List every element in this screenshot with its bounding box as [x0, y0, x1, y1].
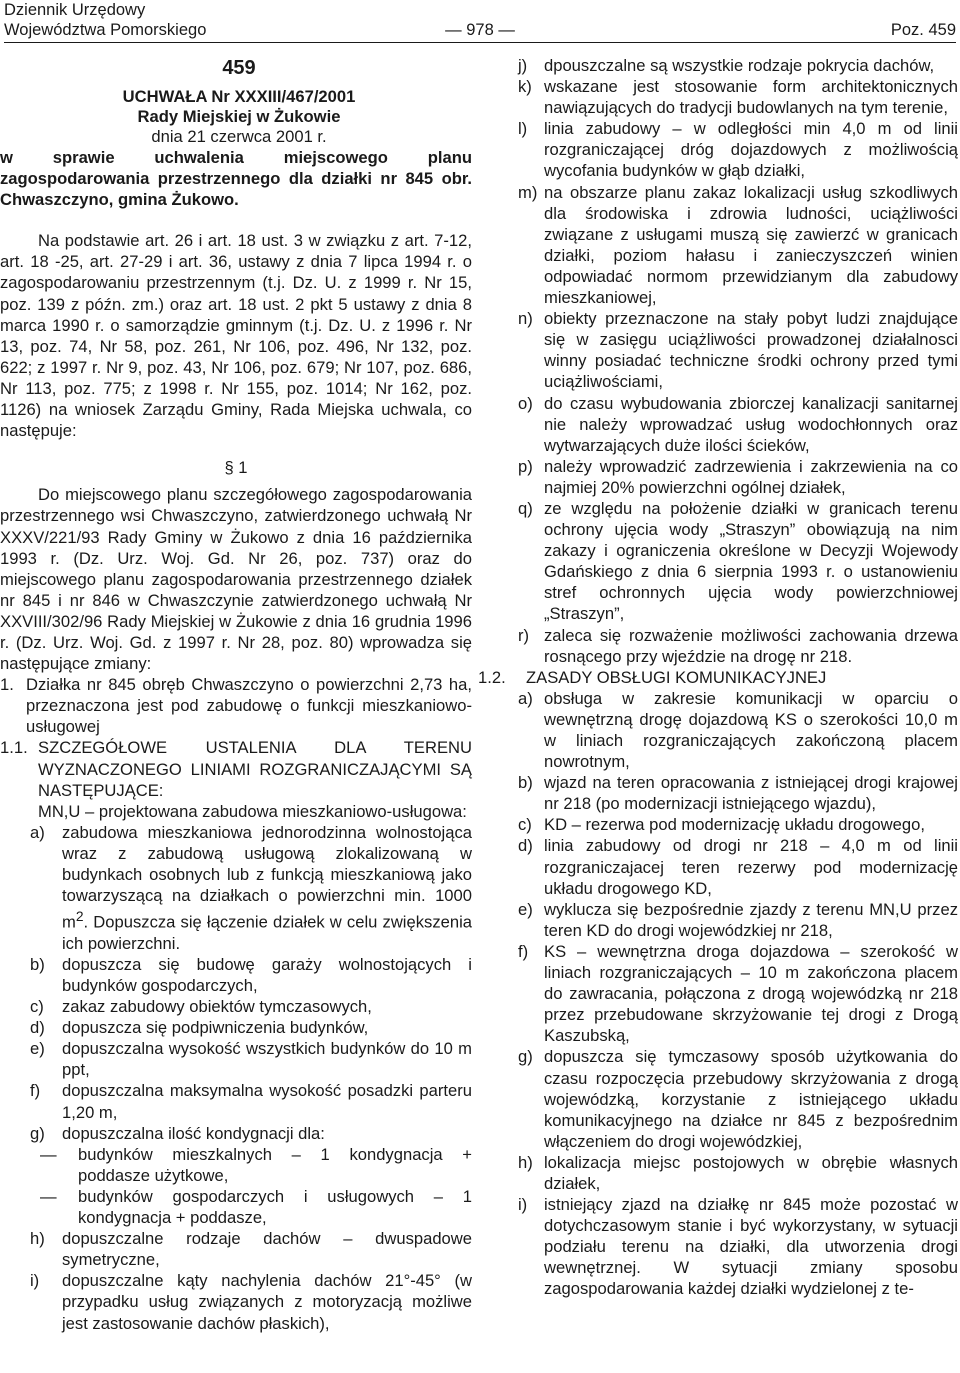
item-text: dpouszczalne są wszystkie rodzaje pokrycia dachów, [544, 56, 935, 75]
list-item [496, 55, 958, 76]
point-1 [0, 674, 472, 737]
dash-label: — [40, 1144, 57, 1164]
item-text: wyklucza się bezpośrednie zjazdy z terenu MN,U przez teren KD do drogi wojewódzkiej nr 218, [544, 899, 958, 940]
list-item [496, 118, 958, 181]
list-item [496, 182, 958, 309]
item-text: ze względu na położenie działki w granicach terenu ochrony ujęcia wody „Straszyn” obowiązują na nim zakazy i ograniczenia określone w Decyzji Wojewody Gdańskiego z dnia 6 sierpnia 1993 r. o ustanowieniu stref ochronnych ujęcia wody powierzchniowej „Straszyn”, [544, 498, 958, 624]
item-text: dopuszcza się budowę garaży wolnostojących i budynków gospodarczych, [62, 954, 472, 995]
item-text: dopuszcza się podpiwniczenia budynków, [62, 1018, 369, 1038]
paragraph-1-text: Do miejscowego planu szczegółowego zagospodarowania przestrzennego wsi Chwaszczyno, zatwierdzonego uchwałą Nr XXXV/221/93 Rady Gminy w Żukowo z dnia 16 października 1993 r. (Dz. Urz. Woj. Gd. Nr 26, poz. 737) oraz do miejscowego planu zagospodarowania przestrzennego działek nr 845 i nr 846 w Chwaszczynie zatwierdzonego uchwałą Nr XXVIII/302/96 Rady Miejskiej w Żukowie z dnia 16 grudnia 1996 r. (Dz. Urz. Woj. Gd. z 1997 r. Nr 28, poz. 80) wprowadza się następujące zmiany: [0, 485, 472, 674]
list-item [496, 498, 958, 625]
item-label: c) [518, 815, 532, 835]
list-item [496, 456, 958, 498]
publication-region: Województwa Pomorskiego [4, 21, 207, 39]
resolution-council: Rady Miejskiej w Żukowie [137, 107, 341, 126]
point-text: Działka nr 845 obręb Chwaszczyno o powierzchni 2,73 ha, przeznaczona jest pod zabudowę o funkcji mieszkaniowo-usługowej [26, 675, 472, 737]
list-item [496, 899, 958, 941]
preamble: Na podstawie art. 26 i art. 18 ust. 3 w związku z art. 7-12, art. 18 -25, art. 27-29 i art. 36, ustawy z dnia 7 lipca 1994 r. o zagospodarowaniu przestrzennym (t.j. Dz. U. z 1999 r. Nr 15, poz. 139 z późn. zm.) oraz art. 18 ust. 2 pkt 5 ustawy z dnia 8 marca 1990 r. o samorządzie gminnym (t.j. Dz. U. z 1996 r. Nr 13, poz. 74, Nr 58, poz. 261, Nr 106, poz. 496, Nr 132, poz. 622; z 1997 r. Nr 9, poz. 43, Nr 106, poz. 679; Nr 107, poz. 686, Nr 113, poz. 775; z 1998 r. Nr 155, poz. 1014; Nr 162, poz. 1126) na wniosek Zarządu Gminy, Rada Miejska uchwala, co następuje: [0, 231, 472, 441]
item-text: zabudowa mieszkaniowa jednorodzinna wolnostojąca wraz z zabudową usługową zlokalizowaną w budynkach osobnych lub z funkcją mieszkaniową jako towarzyszącą na działkach o powierzchni min. 1000 m [62, 822, 472, 932]
list-item [496, 688, 958, 772]
list-item [496, 308, 958, 392]
list-item [496, 835, 958, 898]
item-text: dopuszczalna ilość kondygnacji dla: [62, 1123, 325, 1143]
item-text: dopuszcza się tymczasowy sposób użytkowania do czasu rozpoczęcia przebudowy skrzyżowania z drogą wojewódzką, korzystanie z istniejącego układu komunikacyjnego na działce nr 845 z bezpośrednim włączeniem do drogi wojewódzkiej, [544, 1047, 958, 1151]
dash-item [0, 1144, 472, 1186]
item-label: d) [518, 836, 533, 856]
item-label: g) [30, 1123, 45, 1143]
item-label: h) [518, 1152, 533, 1172]
item-text: KD – rezerwa pod modernizację układu drogowego, [544, 815, 925, 835]
section-heading: ZASADY OBSŁUGI KOMUNIKACYJNEJ [526, 667, 827, 687]
item-label: c) [30, 997, 44, 1017]
item-text: do czasu wybudowania zbiorczej kanalizacji sanitarnej nie należy wprowadzać usług wodochłonnych oraz wytwarzających duże ilości ścieków, [544, 393, 958, 455]
resolution-subject: w sprawie uchwalenia miejscowego planu zagospodarowania przestrzennego dla działki nr 845 obr. Chwaszczyno, gmina Żukowo. [0, 148, 472, 210]
item-text: dopuszczalne kąty nachylenia dachów 21°-45° (w przypadku usług związanych z motoryzacją możliwe jest zastosowanie dachów płaskich), [62, 1271, 472, 1333]
mnu-definition: MN,U – projektowana zabudowa mieszkaniowo-usługowa: [38, 801, 467, 821]
item-label: q) [518, 498, 533, 518]
item-label: i) [30, 1271, 40, 1291]
item-label: d) [30, 1018, 45, 1038]
item-label: a) [30, 822, 45, 842]
item-label: b) [30, 954, 45, 974]
list-item [0, 1270, 472, 1333]
item-text: lokalizacja miejsc postojowych w obrębie własnych działek, [544, 1152, 958, 1193]
item-text: istniejący zjazd na działkę nr 845 może pozostać w dotychczasowym stanie i być wykorzystany, w sytuacji podziału terenu na działki, dla utworzenia drogi wewnętrznej. W sytuacji zmiany sposobu zagospodarowania każdej działki wydzielonej z te- [544, 1195, 958, 1299]
list-item [0, 1228, 472, 1270]
section-label: 1.1. [0, 738, 28, 758]
item-text: dopuszczalne rodzaje dachów – dwuspadowe symetryczne, [62, 1229, 472, 1270]
item-label: m) [518, 182, 538, 202]
right-column [478, 55, 958, 1300]
resolution-number: 459 [222, 57, 256, 79]
item-text: zakaz zabudowy obiektów tymczasowych, [62, 997, 372, 1017]
list-item [496, 941, 958, 1046]
item-label: k) [518, 77, 532, 97]
list-item [496, 1046, 958, 1151]
header-rule [4, 42, 956, 43]
item-label: f) [30, 1081, 41, 1101]
list-item [0, 1038, 472, 1080]
section-label: 1.2. [478, 667, 506, 687]
dash-text: budynków mieszkalnych – 1 kondygnacja + poddasze użytkowe, [78, 1144, 472, 1185]
item-text: wskazane jest stosowanie form architektonicznych nawiązujących do tradycji budowlanych na tym terenie, [544, 77, 958, 118]
list-item [496, 1152, 958, 1194]
item-label: r) [518, 625, 530, 645]
item-label: j) [518, 56, 528, 75]
position-number: Poz. 459 [890, 21, 956, 39]
item-text: na obszarze planu zakaz lokalizacji usług szkodliwych dla środowiska i zdrowia ludności, uciążliwości związane z usługami muszą się zawierzć w granicach działki, poziom hałasu i zanieczyszczeń winien odpowiadać normom przewidzianym dla zabudowy mieszkaniowej, [544, 182, 958, 308]
item-text: linia zabudowy – w odległości min 4,0 m od linii rozgraniczającej dróg dojazdowych z możliwością wycofania budynków w głąb działki, [544, 119, 958, 181]
item-text: obiekty przeznaczone na stały pobyt ludzi znajdujące się w zasięgu uciążliwości prowadzonej działalnosci winny posiadać techniczne środki ochrony przed tymi uciążliwościami, [544, 309, 958, 392]
section-heading: SZCZEGÓŁOWE USTALENIA DLA TERENU WYZNACZONEGO LINIAMI ROZGRANICZAJĄCYMI SĄ NASTĘPUJĄCE: [38, 738, 472, 800]
item-text: obsługa w zakresie komunikacji w oparciu o wewnętrzną drogę dojazdową KS o szerokości 10,0 m w liniach rozgraniczających zakończoną placem nowrotnym, [544, 688, 958, 772]
list-item [496, 772, 958, 814]
page-header [4, 0, 956, 44]
item-text: dopuszczalna wysokość wszystkich budynków do 10 m ppt, [62, 1039, 472, 1080]
section-1-1 [0, 737, 472, 800]
item-label: a) [518, 688, 533, 708]
list-item [0, 1080, 472, 1122]
item-text: zaleca się rozważenie możliwości zachowania drzewa rosnącego przy wjeździe na drogę nr 218. [544, 625, 958, 666]
item-label: l) [518, 119, 528, 139]
item-text: linia zabudowy od drogi nr 218 – 4,0 m od linii rozgraniczajacej teren rezerwy pod modernizację układu drogowego KD, [544, 836, 958, 898]
item-text-cont: . Dopuszcza się łączenie działek w celu zwiększenia ich powierzchni. [62, 912, 472, 953]
item-label: p) [518, 456, 533, 476]
item-label: h) [30, 1229, 45, 1249]
list-item [496, 625, 958, 667]
paragraph-sign: § 1 [224, 458, 248, 478]
list-item [496, 393, 958, 456]
resolution-date: dnia 21 czerwca 2001 r. [151, 127, 327, 146]
publication-name: Dziennik Urzędowy [4, 1, 146, 19]
item-label: n) [518, 309, 533, 329]
resolution-title-block [0, 55, 472, 147]
list-item [0, 996, 472, 1017]
item-label: f) [518, 941, 529, 961]
superscript: 2 [75, 908, 84, 925]
resolution-title: UCHWAŁA Nr XXXIII/467/2001 [122, 87, 356, 106]
list-item [496, 1194, 958, 1299]
item-label: e) [518, 899, 533, 919]
list-item [0, 822, 472, 954]
item-label: b) [518, 773, 533, 793]
item-text: dopuszczalna maksymalna wysokość posadzki parteru 1,20 m, [62, 1081, 472, 1122]
dash-item [0, 1186, 472, 1228]
item-text: wjazd na teren opracowania z istniejącej drogi krajowej nr 218 (po modernizacji istniejącego wjazdu), [544, 773, 958, 814]
left-column [0, 55, 472, 1334]
item-text: należy wprowadzić zadrzewienia i zakrzewienia na co najmiej 20% powierzchni ogólnej działek, [544, 456, 958, 497]
item-label: i) [518, 1195, 528, 1215]
item-label: e) [30, 1039, 45, 1059]
list-item [0, 1123, 472, 1144]
list-item [0, 1017, 472, 1038]
list-item [496, 76, 958, 118]
section-1-2 [478, 667, 958, 688]
dash-label: — [40, 1186, 57, 1206]
item-label: o) [518, 393, 533, 413]
list-item [0, 954, 472, 996]
item-label: g) [518, 1047, 533, 1067]
page-number: — 978 — [445, 21, 515, 39]
list-item [496, 814, 958, 835]
point-label: 1. [0, 675, 14, 695]
dash-text: budynków gospodarczych i usługowych – 1 kondygnacja + poddasze, [78, 1186, 472, 1228]
item-text: KS – wewnętrzna droga dojazdowa – szerokość w liniach rozgraniczających – 10 m zakończona placem do zawracania, połączona z drogą wojewódzką nr 218 przez przebudowane skrzyżowanie tej drogi z Drogą Kaszubską, [544, 941, 958, 1046]
